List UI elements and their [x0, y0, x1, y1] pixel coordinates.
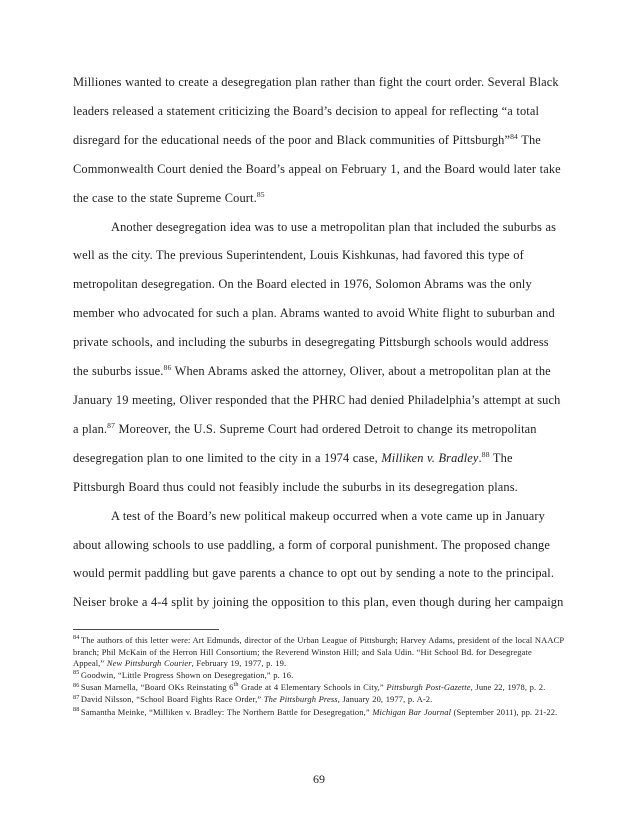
text-run: , June 22, 1978, p. 2.: [470, 682, 546, 693]
body-paragraph: [73, 502, 565, 618]
body-paragraph: [73, 213, 565, 502]
text-run: Another desegregation idea was to use a metropolitan plan that included the suburbs as well as the city. The previous Superintendent, Louis Kishkunas, had favored this type of metropolitan desegregation. On the Board elected in 1976, Solomon Abrams was the only member who advocated for such a plan. Abrams wanted to avoid White flight to suburban and private schools, and including the suburbs in desegregating Pittsburgh schools would address the suburbs issue.: [73, 219, 557, 379]
footnote-number-86[interactable]: 86: [73, 681, 80, 689]
text-run: , January 20, 1977, p. A-2.: [337, 694, 433, 705]
body-text-block: [73, 68, 565, 617]
footnote-number-84[interactable]: 84: [73, 634, 80, 642]
footnote-number-87[interactable]: 87: [73, 693, 80, 701]
text-run: Moreover, the U.S. Supreme Court had ordered Detroit to change its metropolitan desegregation plan to one limited to the city in a 1974 case,: [73, 421, 537, 465]
footnote-item: [73, 635, 565, 670]
text-run: A test of the Board’s new political makeup occurred when a vote came up in January about allowing schools to use paddling, a form of corporal punishment. The proposed change would permit paddling but gave parents a chance to opt out by sending a note to the principal. Neiser broke a 4-4 split by joining the opposition to this plan, even though during her campaign: [73, 508, 564, 610]
footnote-separator-rule: [73, 629, 219, 630]
text-run: Milliones wanted to create a desegregation plan rather than fight the court order. Several Black leaders released a statement criticizing the Board’s decision to appeal for reflecting “a total disregard for the educational needs of the poor and Black communities of Pittsburgh”: [73, 75, 559, 147]
text-run: The Commonwealth Court denied the Board’s appeal on February 1, and the Board would later take the case to the state Supreme Court.: [73, 132, 561, 205]
footnote-item: [73, 694, 565, 706]
ordinal-suffix: th: [233, 681, 239, 689]
text-run: Samantha Meinke, “Milliken v. Bradley: The Northern Battle for Desegregation,”: [80, 706, 373, 717]
page-number: 69: [313, 772, 325, 786]
footnote-reference-87[interactable]: 87: [107, 420, 116, 430]
text-run: When Abrams asked the attorney, Oliver, about a metropolitan plan at the January 19 meeting, Oliver responded that the PHRC had denied Philadelphia’s attempt at such a plan.: [73, 364, 561, 436]
publication-title: New Pittsburgh Courier: [106, 658, 192, 669]
text-run: Susan Marnella, “Board OKs Reinstating 6: [80, 682, 234, 693]
text-run: Goodwin, “Little Progress Shown on Desegregation,” p. 16.: [80, 670, 294, 681]
footnote-reference-88[interactable]: 88: [481, 449, 490, 459]
text-run: The Pittsburgh Board thus could not feasibly include the suburbs in its desegregation plans.: [73, 450, 518, 494]
body-paragraph: [73, 68, 565, 213]
publication-title: The Pittsburgh Press: [263, 694, 338, 705]
footnote-section: [73, 629, 565, 719]
publication-title: Milliken v. Bradley: [381, 450, 479, 465]
footnote-item: [73, 682, 565, 694]
text-run: .: [478, 450, 482, 465]
publication-title: Michigan Bar Journal: [372, 706, 452, 717]
footnote-reference-85[interactable]: 85: [256, 189, 265, 199]
footnote-reference-86[interactable]: 86: [163, 362, 172, 372]
footnote-number-85[interactable]: 85: [73, 669, 80, 677]
text-run: Grade at 4 Elementary Schools in City,”: [238, 682, 387, 693]
publication-title: Pittsburgh Post-Gazette: [386, 682, 471, 693]
text-run: , February 19, 1977, p. 19.: [191, 658, 287, 669]
text-run: David Nilsson, “School Board Fights Race Order,”: [80, 694, 264, 705]
text-run: The authors of this letter were: Art Edmunds, director of the Urban League of Pittsburgh; Harvey Adams, president of the local NAACP branch; Phil McKain of the Herron Hill Consortium; the Reverend Winston Hill; and Sala Udin. “Hit School Bd. for Desegregate Appeal,”: [73, 635, 564, 669]
text-run: (September 2011), pp. 21-22.: [451, 706, 558, 717]
footnote-reference-84[interactable]: 84: [510, 131, 518, 141]
footnote-item: [73, 670, 565, 682]
footnote-item: [73, 707, 565, 719]
footnote-number-88[interactable]: 88: [73, 705, 80, 713]
footnote-list: [73, 635, 565, 718]
